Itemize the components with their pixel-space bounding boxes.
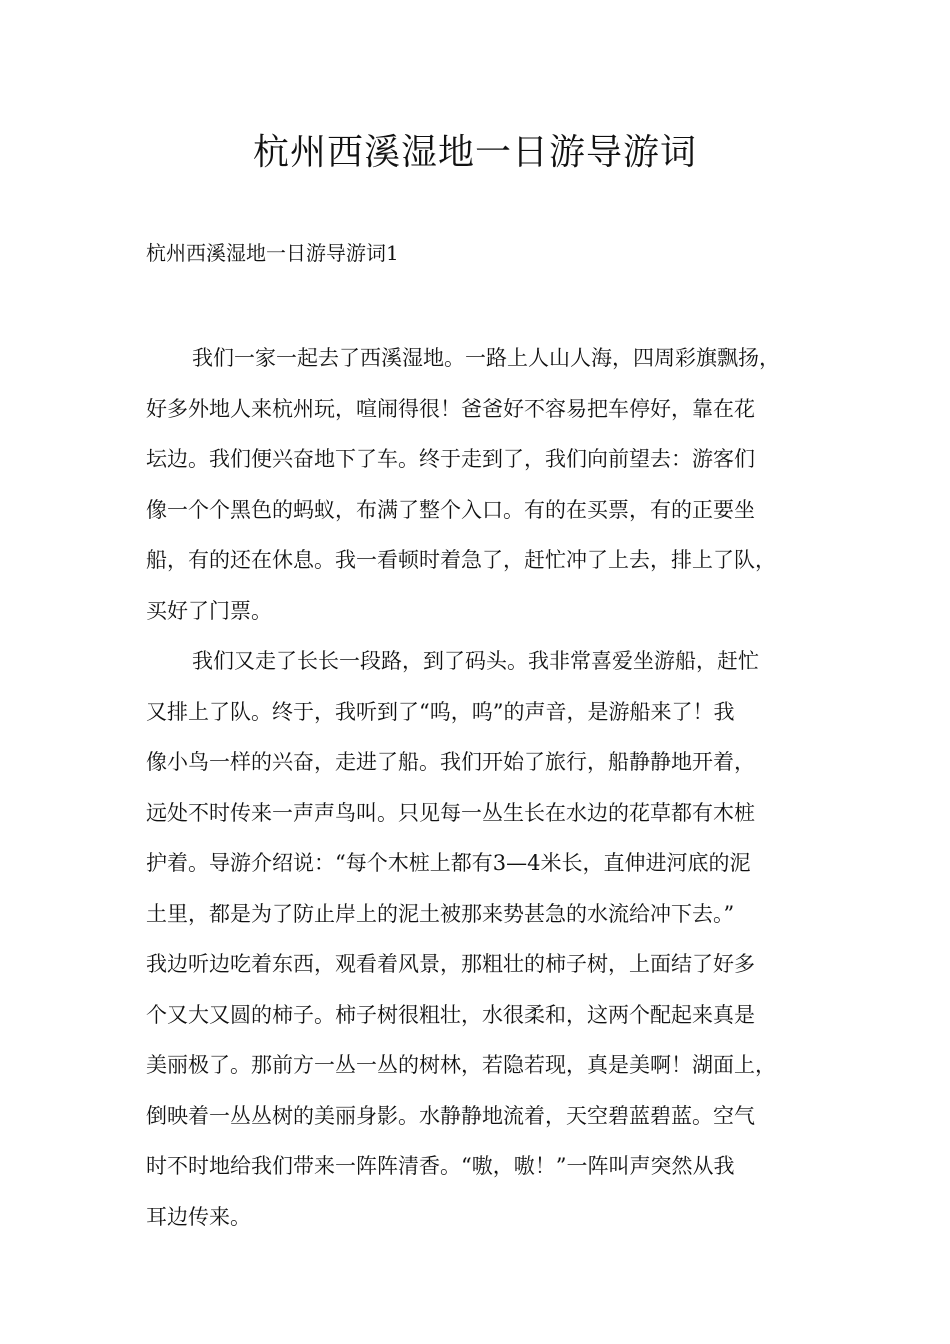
text-line: 耳边传来。 [146,1204,251,1229]
text-line: 护着。导游介绍说：“每个木桩上都有3—4米长，直伸进河底的泥 [146,851,751,875]
text-line: 船，有的还在休息。我一看顿时着急了，赶忙冲了上去，排上了队， [146,548,776,572]
text-line: 像一个个黑色的蚂蚁，布满了整个入口。有的在买票，有的正要坐 [146,497,755,522]
text-line: 买好了门票。 [146,598,272,623]
document-title: 杭州西溪湿地一日游导游词 [252,132,697,173]
text-line: 我边听边吃着东西，观看着风景，那粗壮的柿子树，上面结了好多 [146,952,755,976]
text-line: 美丽极了。那前方一丛一丛的树林，若隐若现，真是美啊！湖面上， [146,1053,776,1077]
text-line: 我们一家一起去了西溪湿地。一路上人山人海，四周彩旗飘扬， [192,346,780,370]
text-line: 又排上了队。终于，我听到了“呜，呜”的声音，是游船来了！我 [146,699,735,724]
text-line: 好多外地人来杭州玩，喧闹得很！爸爸好不容易把车停好，靠在花 [146,396,755,421]
text-line: 倒映着一丛丛树的美丽身影。水静静地流着，天空碧蓝碧蓝。空气 [146,1103,755,1128]
section-heading: 杭州西溪湿地一日游导游词1 [146,241,399,265]
paragraph-1 [146,333,818,636]
text-line: 坛边。我们便兴奋地下了车。终于走到了，我们向前望去：游客们 [146,447,755,471]
text-line: 像小鸟一样的兴奋，走进了船。我们开始了旅行，船静静地开着， [146,750,755,774]
text-line: 时不时地给我们带来一阵阵清香。“嗷，嗷！”一阵叫声突然从我 [146,1154,735,1178]
body-text [146,333,818,1242]
text-line: 远处不时传来一声声鸟叫。只见每一丛生长在水边的花草都有木桩 [146,800,755,825]
paragraph-2 [146,636,818,1242]
text-line: 土里，都是为了防止岸上的泥土被那来势甚急的水流给冲下去。” [146,901,735,926]
text-line: 我们又走了长长一段路，到了码头。我非常喜爱坐游船，赶忙 [192,649,759,673]
text-line: 个又大又圆的柿子。柿子树很粗壮，水很柔和，这两个配起来真是 [146,1002,755,1027]
